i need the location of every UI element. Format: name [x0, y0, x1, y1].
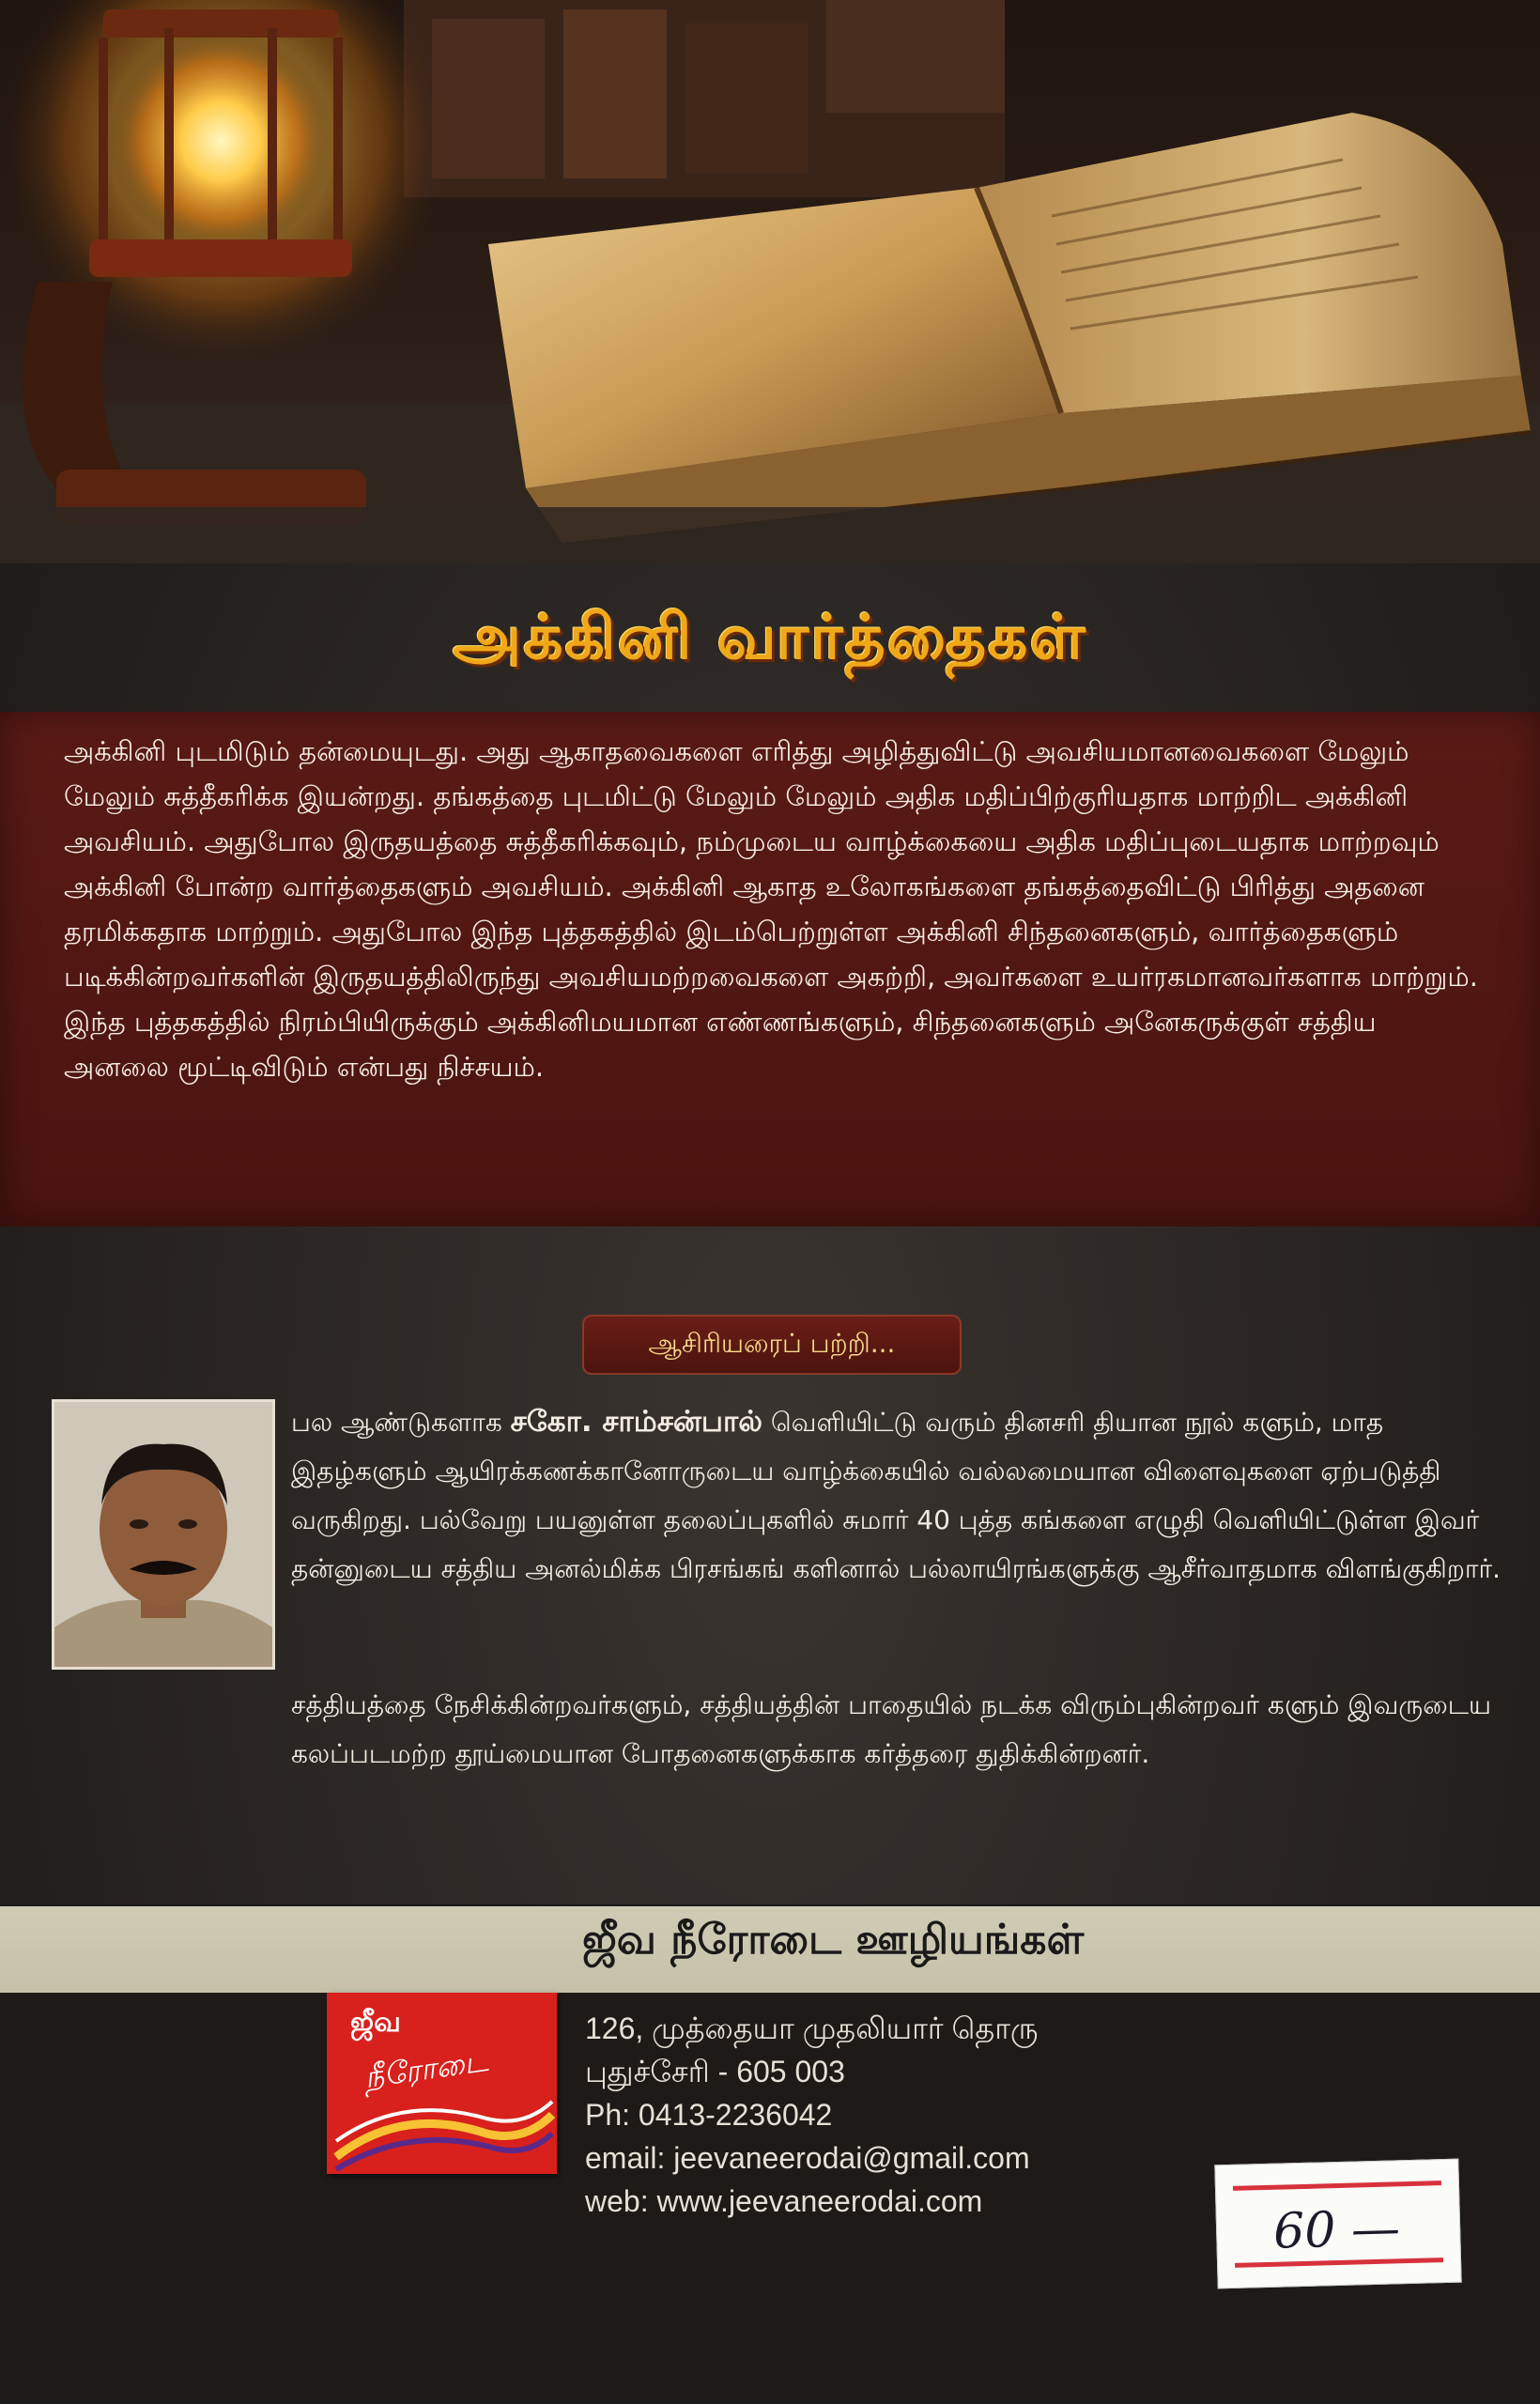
author-bio-body: வெளியிட்டு வரும் தினசரி தியான நூல் களும், மாத இதழ்களும் ஆயிரக்கணக்கானோருடைய வாழ்க்கையில் வல்லமையான விளைவுகளை ஏற்படுத்தி வருகிறது. பல்வேறு பயனுள்ள தலைப்புகளில் சுமார் 40 புத்த கங்களை எழுதி வெளியிட்டுள்ள இவர் தன்னுடைய சத்திய அனல்மிக்க பிரசங்கங் களினால் பல்லாயிரங்களுக்கு ஆசீர்வாதமாக விளங்குகிறார். — [291, 1407, 1502, 1584]
lantern-and-book-illustration — [0, 0, 1540, 563]
price-line-bottom — [1235, 2258, 1443, 2268]
author-photo — [52, 1399, 275, 1670]
blurb-panel — [0, 712, 1540, 1226]
publisher-name: ஜீவ நீரோடை ஊழியங்கள் — [582, 1916, 1085, 1964]
author-bio — [291, 1397, 1502, 1594]
address-line-1: 126, முத்தையா முதலியார் தொரு — [585, 2011, 1039, 2045]
phone: Ph: 0413-2236042 — [585, 2098, 833, 2132]
book-title: அக்கினி வார்த்தைகள் — [453, 601, 1087, 673]
publisher-logo — [327, 1993, 557, 2174]
price-sticker — [1214, 2159, 1461, 2289]
about-author-heading: ஆசிரியரைப் பற்றி... — [582, 1315, 962, 1375]
address-line-2: புதுச்சேரி - 605 003 — [585, 2055, 845, 2088]
author-bio-second: சத்தியத்தை நேசிக்கின்றவர்களும், சத்தியத்தின் பாதையில் நடக்க விரும்புகின்றவர் களும் இவருடைய கலப்படமற்ற தூய்மையான போதனைகளுக்காக கர்த்தரை துதிக்கின்றனர். — [291, 1689, 1492, 1769]
author-bio-intro: பல ஆண்டுகளாக — [291, 1407, 511, 1438]
price-line-top — [1233, 2181, 1441, 2191]
blurb-text: அக்கினி புடமிடும் தன்மையுடது. அது ஆகாதவைகளை எரித்து அழித்துவிட்டு அவசியமானவைகளை மேலும் மேலும் சுத்தீகரிக்க இயன்றது. தங்கத்தை புடமிட்டு மேலும் மேலும் அதிக மதிப்பிற்குரியதாக மாற்றிட அக்கினி அவசியம். அதுபோல இருதயத்தை சுத்தீகரிக்கவும், நம்முடைய வாழ்க்கையை அதிக மதிப்புடையதாக மாற்றவும் அக்கினி போன்ற வார்த்தைகளும் அவசியம். அக்கினி ஆகாத உலோகங்களை தங்கத்தைவிட்டு பிரித்து அதனை தரமிக்கதாக மாற்றும். அதுபோல இந்த புத்தகத்தில் இடம்பெற்றுள்ள அக்கினி சிந்தனைகளும், வார்த்தைகளும் படிக்கின்றவர்களின் இருதயத்திலிருந்து அவசியமற்றவைகளை அகற்றி, அவர்களை உயர்ரகமானவர்களாக மாற்றும். இந்த புத்தகத்தில் நிரம்பியிருக்கும் அக்கினிமயமான எண்ணங்களும், சிந்தனைகளும் அனேகருக்குள் சத்திய அனலை மூட்டிவிடும் என்பது நிச்சயம். — [64, 735, 1478, 1083]
price: 60 — — [1272, 2200, 1401, 2260]
logo-script-text: நீரோடை — [362, 2042, 490, 2096]
website: web: www.jeevaneerodai.com — [585, 2184, 983, 2218]
logo-text: ஜீவ — [350, 2006, 401, 2039]
hero-illustration — [0, 0, 1540, 563]
author-portrait-icon — [54, 1402, 272, 1667]
author-name: சகோ. சாம்சன்பால் — [510, 1405, 762, 1439]
email: email: jeevaneerodai@gmail.com — [585, 2141, 1030, 2175]
